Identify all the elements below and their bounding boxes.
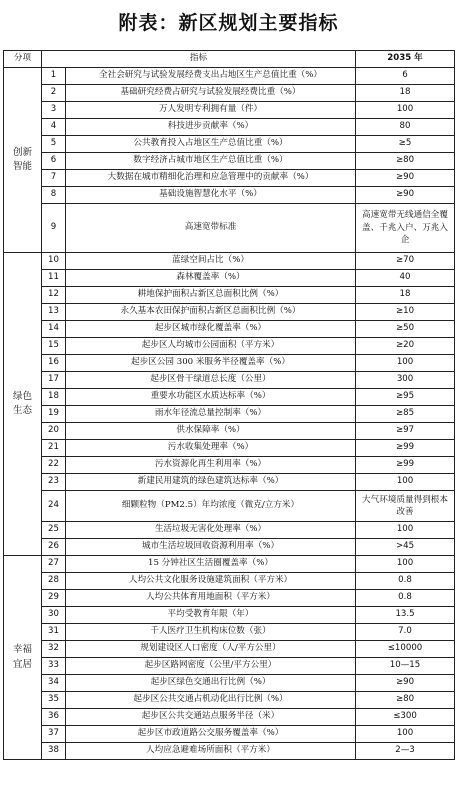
value-cell: 10—15: [356, 658, 455, 675]
value-cell: ≥85: [356, 406, 455, 423]
value-cell: 0.8: [356, 590, 455, 607]
table-row: [4, 304, 455, 321]
indicator-cell: 公共教育投入占地区生产总值比重（%）: [66, 136, 356, 153]
row-number: 30: [42, 607, 66, 624]
row-number: 10: [42, 253, 66, 270]
table-row: [4, 389, 455, 406]
value-cell: 40: [356, 270, 455, 287]
value-cell: 100: [356, 102, 455, 119]
row-number: 4: [42, 119, 66, 136]
indicator-cell: 起步区公共交通站点服务半径（米）: [66, 709, 356, 726]
indicator-cell: 人均公共体育用地面积（平方米）: [66, 590, 356, 607]
indicator-cell: 起步区公园 300 米服务半径覆盖率（%）: [66, 355, 356, 372]
table-row: [4, 641, 455, 658]
value-cell: ≥90: [356, 170, 455, 187]
indicator-cell: 起步区路网密度（公里/平方公里）: [66, 658, 356, 675]
value-cell: 13.5: [356, 607, 455, 624]
value-cell: 300: [356, 372, 455, 389]
table-row: [4, 85, 455, 102]
indicator-cell: 15 分钟社区生活圈覆盖率（%）: [66, 556, 356, 573]
indicator-cell: 人均应急避难场所面积（平方米）: [66, 743, 356, 760]
indicator-cell: 万人发明专利拥有量（件）: [66, 102, 356, 119]
row-number: 34: [42, 675, 66, 692]
category-cell: 创新 智能: [4, 68, 42, 253]
value-cell: 100: [356, 474, 455, 491]
table-row: [4, 187, 455, 204]
row-number: 15: [42, 338, 66, 355]
table-header-row: [4, 51, 455, 68]
value-cell: 大气环境质量得到根本改善: [356, 491, 455, 522]
value-cell: ≥95: [356, 389, 455, 406]
row-number: 12: [42, 287, 66, 304]
row-number: 14: [42, 321, 66, 338]
table-row: [4, 270, 455, 287]
value-cell: 18: [356, 287, 455, 304]
table-row: [4, 457, 455, 474]
indicator-cell: 起步区城市绿化覆盖率（%）: [66, 321, 356, 338]
value-cell: ≤10000: [356, 641, 455, 658]
row-number: 2: [42, 85, 66, 102]
value-cell: ≥80: [356, 692, 455, 709]
table-row: [4, 440, 455, 457]
category-cell: 幸福 宜居: [4, 556, 42, 760]
row-number: 13: [42, 304, 66, 321]
table-row: [4, 743, 455, 760]
table-row: [4, 607, 455, 624]
row-number: 27: [42, 556, 66, 573]
row-number: 28: [42, 573, 66, 590]
table-row: [4, 692, 455, 709]
table-row: [4, 590, 455, 607]
row-number: 36: [42, 709, 66, 726]
table-row: [4, 136, 455, 153]
table-row: [4, 372, 455, 389]
table-row: [4, 68, 455, 85]
value-cell: ≥99: [356, 440, 455, 457]
table-row: [4, 119, 455, 136]
row-number: 9: [42, 204, 66, 253]
value-cell: ≥50: [356, 321, 455, 338]
value-cell: 100: [356, 726, 455, 743]
value-cell: 100: [356, 522, 455, 539]
header-category: 分项: [4, 51, 42, 68]
value-cell: ≥5: [356, 136, 455, 153]
row-number: 31: [42, 624, 66, 641]
value-cell: ≥20: [356, 338, 455, 355]
value-cell: ≥10: [356, 304, 455, 321]
document-title: 附表：新区规划主要指标: [118, 12, 339, 34]
indicator-cell: 规划建设区人口密度（人/平方公里）: [66, 641, 356, 658]
indicator-cell: 人均公共文化服务设施建筑面积（平方米）: [66, 573, 356, 590]
indicator-cell: 平均受教育年限（年）: [66, 607, 356, 624]
value-cell: >45: [356, 539, 455, 556]
indicator-cell: 重要水功能区水质达标率（%）: [66, 389, 356, 406]
value-cell: ≥99: [356, 457, 455, 474]
indicator-cell: 数字经济占城市地区生产总值比重（%）: [66, 153, 356, 170]
value-cell: ≥80: [356, 153, 455, 170]
value-cell: 80: [356, 119, 455, 136]
indicator-cell: 起步区骨干绿道总长度（公里）: [66, 372, 356, 389]
table-row: [4, 726, 455, 743]
header-year: 2035 年: [356, 51, 455, 68]
indicator-cell: 起步区人均城市公园面积（平方米）: [66, 338, 356, 355]
row-number: 8: [42, 187, 66, 204]
table-row: [4, 556, 455, 573]
value-cell: 100: [356, 355, 455, 372]
table-row: [4, 153, 455, 170]
table-row: [4, 539, 455, 556]
row-number: 23: [42, 474, 66, 491]
indicator-cell: 细颗粒物（PM2.5）年均浓度（微克/立方米）: [66, 491, 356, 522]
row-number: 33: [42, 658, 66, 675]
value-cell: 100: [356, 556, 455, 573]
table-row: [4, 491, 455, 522]
indicator-cell: 生活垃圾无害化处理率（%）: [66, 522, 356, 539]
row-number: 7: [42, 170, 66, 187]
indicator-cell: 基础研究经费占研究与试验发展经费比重（%）: [66, 85, 356, 102]
value-cell: ≥97: [356, 423, 455, 440]
value-cell: 6: [356, 68, 455, 85]
table-row: [4, 406, 455, 423]
indicator-cell: 污水资源化再生利用率（%）: [66, 457, 356, 474]
indicator-cell: 大数据在城市精细化治理和应急管理中的贡献率（%）: [66, 170, 356, 187]
indicator-cell: 永久基本农田保护面积占新区总面积比例（%）: [66, 304, 356, 321]
table-row: [4, 675, 455, 692]
table-row: [4, 204, 455, 253]
indicator-cell: 科技进步贡献率（%）: [66, 119, 356, 136]
table-row: [4, 709, 455, 726]
category-cell: 绿色 生态: [4, 253, 42, 556]
row-number: 19: [42, 406, 66, 423]
row-number: 1: [42, 68, 66, 85]
indicator-cell: 供水保障率（%）: [66, 423, 356, 440]
indicator-cell: 森林覆盖率（%）: [66, 270, 356, 287]
table-row: [4, 423, 455, 440]
row-number: 11: [42, 270, 66, 287]
value-cell: 7.0: [356, 624, 455, 641]
table-row: [4, 321, 455, 338]
indicator-cell: 城市生活垃圾回收资源利用率（%）: [66, 539, 356, 556]
row-number: 5: [42, 136, 66, 153]
indicator-cell: 起步区绿色交通出行比例（%）: [66, 675, 356, 692]
row-number: 29: [42, 590, 66, 607]
row-number: 22: [42, 457, 66, 474]
row-number: 35: [42, 692, 66, 709]
indicator-cell: 蓝绿空间占比（%）: [66, 253, 356, 270]
indicator-cell: 新建民用建筑的绿色建筑达标率（%）: [66, 474, 356, 491]
row-number: 25: [42, 522, 66, 539]
indicator-cell: 高速宽带标准: [66, 204, 356, 253]
value-cell: ≥90: [356, 187, 455, 204]
indicator-table: [3, 50, 455, 760]
value-cell: ≥90: [356, 675, 455, 692]
table-row: [4, 287, 455, 304]
table-row: [4, 253, 455, 270]
table-row: [4, 170, 455, 187]
table-row: [4, 658, 455, 675]
value-cell: 0.8: [356, 573, 455, 590]
table-row: [4, 474, 455, 491]
row-number: 24: [42, 491, 66, 522]
table-row: [4, 338, 455, 355]
value-cell: 高速宽带无线通信全覆盖、千兆入户、万兆入企: [356, 204, 455, 253]
indicator-cell: 千人医疗卫生机构床位数（张）: [66, 624, 356, 641]
row-number: 37: [42, 726, 66, 743]
table-row: [4, 102, 455, 119]
table-row: [4, 624, 455, 641]
row-number: 21: [42, 440, 66, 457]
table-row: [4, 355, 455, 372]
row-number: 26: [42, 539, 66, 556]
row-number: 17: [42, 372, 66, 389]
indicator-cell: 起步区公共交通占机动化出行比例（%）: [66, 692, 356, 709]
table-row: [4, 522, 455, 539]
indicator-cell: 起步区市政道路公交服务覆盖率（%）: [66, 726, 356, 743]
value-cell: 18: [356, 85, 455, 102]
table-body: [4, 68, 455, 760]
indicator-cell: 全社会研究与试验发展经费支出占地区生产总值比重（%）: [66, 68, 356, 85]
row-number: 6: [42, 153, 66, 170]
table-row: [4, 573, 455, 590]
indicator-cell: 耕地保护面积占新区总面积比例（%）: [66, 287, 356, 304]
value-cell: 2—3: [356, 743, 455, 760]
indicator-cell: 污水收集处理率（%）: [66, 440, 356, 457]
indicator-cell: 雨水年径流总量控制率（%）: [66, 406, 356, 423]
row-number: 16: [42, 355, 66, 372]
row-number: 20: [42, 423, 66, 440]
indicator-cell: 基础设施智慧化水平（%）: [66, 187, 356, 204]
row-number: 38: [42, 743, 66, 760]
value-cell: ≤300: [356, 709, 455, 726]
row-number: 3: [42, 102, 66, 119]
value-cell: ≥70: [356, 253, 455, 270]
row-number: 18: [42, 389, 66, 406]
header-indicator: 指标: [42, 51, 356, 68]
row-number: 32: [42, 641, 66, 658]
